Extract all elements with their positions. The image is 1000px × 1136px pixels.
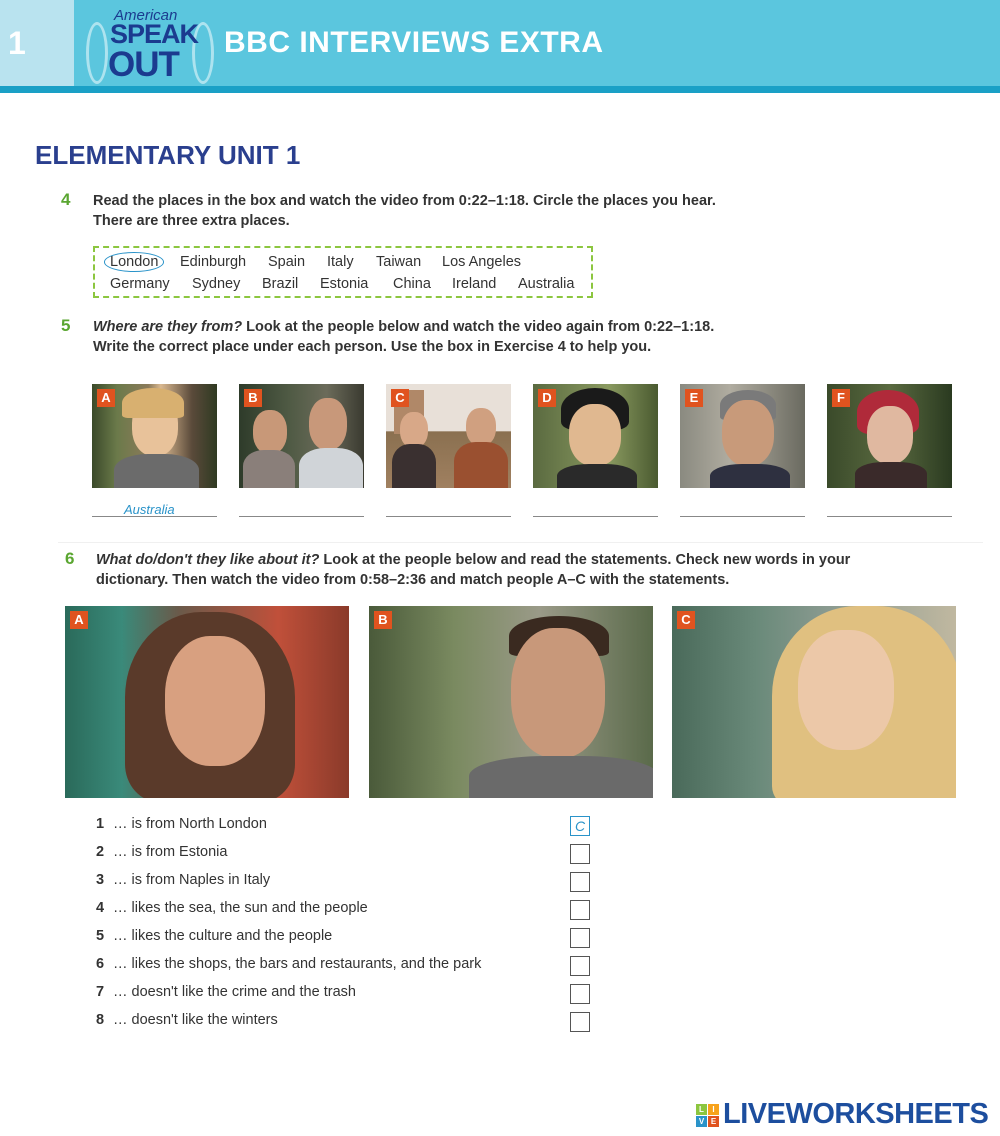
exercise-6-instruction-line2: dictionary. Then watch the video from 0:58–2:36 and match people A–C with the statements.	[96, 571, 730, 588]
logo-bottom-text: OUT	[108, 45, 179, 84]
statement-number: 1	[96, 816, 105, 832]
statement-number: 7	[96, 984, 105, 1000]
exercise-6-instruction	[96, 551, 850, 590]
person-letter-badge: C	[391, 389, 409, 407]
place-option[interactable]: China	[393, 276, 431, 292]
statement-row	[96, 956, 481, 976]
person-letter-badge: A	[97, 389, 115, 407]
exercise-6-instruction-line1: Look at the people below and read the statements. Check new words in your	[319, 552, 851, 568]
exercise-5-instruction-line2: Write the correct place under each person. Use the box in Exercise 4 to help you.	[93, 338, 652, 355]
statement-text: … doesn't like the winters	[113, 1012, 278, 1028]
liveworksheets-brand: LIVEWORKSHEETS	[723, 1098, 989, 1130]
unit-title: ELEMENTARY UNIT 1	[35, 140, 301, 170]
answer-checkbox[interactable]	[570, 872, 590, 892]
logo-arc-left	[86, 22, 108, 84]
large-photo-letter-badge: B	[374, 611, 392, 629]
statement-row	[96, 928, 332, 948]
exercise-4-instruction-line2: There are three extra places.	[93, 212, 290, 229]
header-rule	[0, 86, 1000, 93]
answer-checkbox[interactable]	[570, 956, 590, 976]
person-letter-badge: F	[832, 389, 850, 407]
section-divider	[58, 542, 983, 543]
statement-number: 4	[96, 900, 105, 916]
place-option[interactable]: Sydney	[192, 276, 241, 292]
person-photo-a	[92, 384, 217, 488]
place-option[interactable]: Brazil	[262, 276, 299, 292]
answer-line-b[interactable]	[239, 516, 364, 517]
exercise-4-number: 4	[61, 190, 71, 209]
exercise-6-question: What do/don't they like about it?	[96, 552, 320, 568]
place-option[interactable]: Germany	[110, 276, 170, 292]
liveworksheets-icon: L I V E	[696, 1104, 720, 1128]
person-photo-c	[386, 384, 511, 488]
large-photo-letter-badge: A	[70, 611, 88, 629]
place-option[interactable]: Italy	[327, 254, 354, 270]
header-title: BBC INTERVIEWS EXTRA	[224, 26, 604, 59]
person-photo-f	[827, 384, 952, 488]
statement-text: … doesn't like the crime and the trash	[113, 984, 356, 1000]
place-option[interactable]: Los Angeles	[442, 254, 522, 270]
large-photo-b	[369, 606, 653, 798]
answer-checkbox[interactable]	[570, 984, 590, 1004]
statement-number: 5	[96, 928, 105, 944]
person-photo-d	[533, 384, 658, 488]
answer-line-f[interactable]	[827, 516, 952, 517]
answer-checkbox[interactable]	[570, 844, 590, 864]
statement-text: … likes the sea, the sun and the people	[113, 900, 368, 916]
person-letter-badge: D	[538, 389, 556, 407]
answer-checkbox[interactable]	[570, 900, 590, 920]
answer-checkbox[interactable]	[570, 928, 590, 948]
answer-checkbox[interactable]: C	[570, 816, 590, 836]
speakout-logo	[88, 4, 208, 84]
statement-text: … likes the shops, the bars and restaurants, and the park	[113, 956, 482, 972]
statement-row	[96, 900, 368, 920]
place-option[interactable]: Estonia	[320, 276, 369, 292]
place-option[interactable]: Ireland	[452, 276, 497, 292]
unit-number: 1	[0, 0, 74, 86]
logo-mid-text: SPEAK	[110, 19, 199, 49]
person-letter-badge: E	[685, 389, 703, 407]
logo-top-text: American	[114, 7, 178, 24]
exercise-5-number: 5	[61, 316, 71, 335]
statement-number: 2	[96, 844, 105, 860]
answer-line-c[interactable]	[386, 516, 511, 517]
person-photo-b	[239, 384, 364, 488]
statement-text: … is from North London	[113, 816, 267, 832]
exercise-4-instruction	[93, 192, 716, 231]
statement-row	[96, 1012, 278, 1032]
place-option[interactable]: Edinburgh	[180, 254, 247, 270]
large-photo-letter-badge: C	[677, 611, 695, 629]
answer-line-e[interactable]	[680, 516, 805, 517]
person-letter-badge: B	[244, 389, 262, 407]
statement-text: … is from Naples in Italy	[113, 872, 271, 888]
page-header	[0, 0, 1000, 86]
place-option[interactable]: Taiwan	[376, 254, 422, 270]
place-circled[interactable]: London	[104, 252, 164, 272]
answer-checkbox[interactable]	[570, 1012, 590, 1032]
statement-number: 8	[96, 1012, 105, 1028]
statement-row	[96, 844, 227, 864]
statement-row	[96, 816, 267, 836]
place-option[interactable]: Australia	[518, 276, 575, 292]
statement-number: 6	[96, 956, 105, 972]
exercise-5-question: Where are they from?	[93, 319, 243, 335]
exercise-6-number: 6	[65, 549, 75, 568]
place-option[interactable]	[110, 254, 164, 270]
exercise-4-instruction-line1: Read the places in the box and watch the video from 0:22–1:18. Circle the places you hear.	[93, 193, 716, 209]
answer-line-d[interactable]	[533, 516, 658, 517]
large-photo-c	[672, 606, 956, 798]
statement-row	[96, 872, 270, 892]
exercise-5-instruction-line1: Look at the people below and watch the video again from 0:22–1:18.	[242, 319, 715, 335]
place-option[interactable]: Spain	[268, 254, 306, 270]
answer-text-a[interactable]: Australia	[124, 502, 175, 517]
statement-row	[96, 984, 356, 1004]
statement-text: … is from Estonia	[113, 844, 228, 860]
statement-number: 3	[96, 872, 105, 888]
large-photo-a	[65, 606, 349, 798]
exercise-5-instruction	[93, 318, 714, 357]
answer-line-a[interactable]	[92, 516, 217, 517]
person-photo-e	[680, 384, 805, 488]
statement-text: … likes the culture and the people	[113, 928, 333, 944]
